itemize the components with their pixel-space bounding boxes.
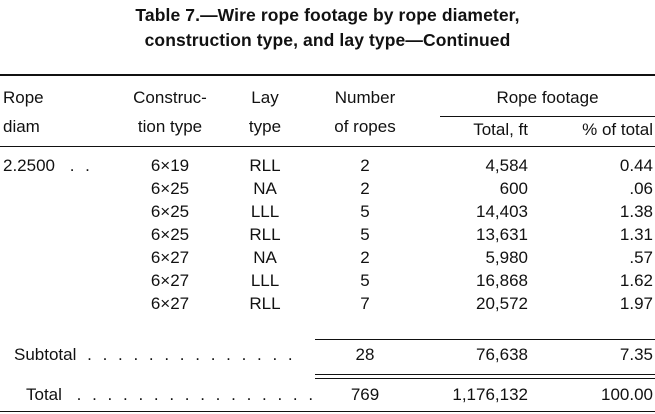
cell-total-ft: 13,631: [476, 225, 528, 244]
cell-pct: .06: [629, 179, 653, 198]
total-dots: . . . . . . . . . . . . . . . .: [76, 385, 317, 404]
cell-lay: LLL: [250, 271, 280, 290]
cell-total-ft: 16,868: [476, 271, 528, 290]
bottom-rule: [0, 411, 655, 412]
subtotal-dots: . . . . . . . . . . . . . .: [87, 345, 296, 364]
cell-pct: 1.97: [619, 294, 653, 313]
total-label: [26, 385, 316, 405]
total-pct: 100.00: [601, 385, 653, 404]
cell-pct: 1.38: [619, 202, 653, 221]
cell-number: 5: [360, 271, 370, 290]
cell-number: 7: [360, 294, 370, 313]
cell-total-ft: 4,584: [485, 156, 528, 175]
subtotal-total-ft: 76,638: [476, 345, 528, 364]
cell-lay: NA: [253, 179, 277, 198]
cell-construction: 6×27: [150, 271, 190, 290]
cell-construction: 6×27: [150, 248, 190, 267]
cell-total-ft: 600: [499, 179, 528, 198]
header-lay-2: type: [248, 117, 282, 136]
cell-lay: RLL: [249, 225, 281, 244]
total-number: 769: [350, 385, 380, 404]
header-construction-1: Construc-: [133, 88, 207, 107]
cell-number: 5: [360, 225, 370, 244]
header-rope-diam-2: diam: [3, 117, 40, 136]
header-number-1: Number: [334, 88, 396, 107]
cell-lay: LLL: [250, 202, 280, 221]
cell-pct: 0.44: [619, 156, 653, 175]
header-lay-1: Lay: [251, 88, 279, 107]
cell-construction: 6×25: [150, 179, 190, 198]
total-total-ft: 1,176,132: [452, 385, 528, 404]
cell-number: 2: [360, 248, 370, 267]
subtotal-text: Subtotal: [14, 345, 77, 364]
cell-pct: 1.31: [619, 225, 653, 244]
header-total-ft: Total, ft: [473, 120, 528, 139]
total-text: Total: [26, 385, 62, 404]
total-double-rule-1: [315, 374, 655, 375]
header-bottom-rule: [0, 146, 655, 147]
rope-diameter-dots: . .: [69, 156, 93, 175]
cell-construction: 6×27: [150, 294, 190, 313]
cell-total-ft: 14,403: [476, 202, 528, 221]
subtotal-label: [14, 345, 296, 365]
header-construction-2: tion type: [137, 117, 203, 136]
cell-lay: RLL: [249, 156, 281, 175]
cell-number: 5: [360, 202, 370, 221]
cell-total-ft: 5,980: [485, 248, 528, 267]
cell-pct: 1.62: [619, 271, 653, 290]
rope-diameter-value: 2.2500: [3, 156, 55, 175]
table-title-line-2: construction type, and lay type—Continued: [144, 30, 511, 50]
header-pct-total: % of total: [582, 120, 653, 139]
header-number-2: of ropes: [334, 117, 396, 136]
subtotal-pct: 7.35: [619, 345, 653, 364]
header-rope-footage: Rope footage: [496, 88, 599, 107]
subtotal-rule: [315, 339, 655, 340]
cell-total-ft: 20,572: [476, 294, 528, 313]
total-double-rule-2: [315, 378, 655, 379]
rope-diameter-label: [3, 156, 93, 176]
cell-pct: .57: [629, 248, 653, 267]
cell-lay: NA: [253, 248, 277, 267]
cell-construction: 6×25: [150, 225, 190, 244]
header-rope-diam-1: Rope: [3, 88, 44, 107]
cell-number: 2: [360, 179, 370, 198]
table-title-line-1: Table 7.—Wire rope footage by rope diameter,: [135, 5, 520, 25]
cell-construction: 6×19: [150, 156, 190, 175]
cell-lay: RLL: [249, 294, 281, 313]
subtotal-number: 28: [355, 345, 375, 364]
cell-construction: 6×25: [150, 202, 190, 221]
top-rule: [0, 74, 655, 76]
rope-footage-underline: [440, 116, 655, 117]
cell-number: 2: [360, 156, 370, 175]
